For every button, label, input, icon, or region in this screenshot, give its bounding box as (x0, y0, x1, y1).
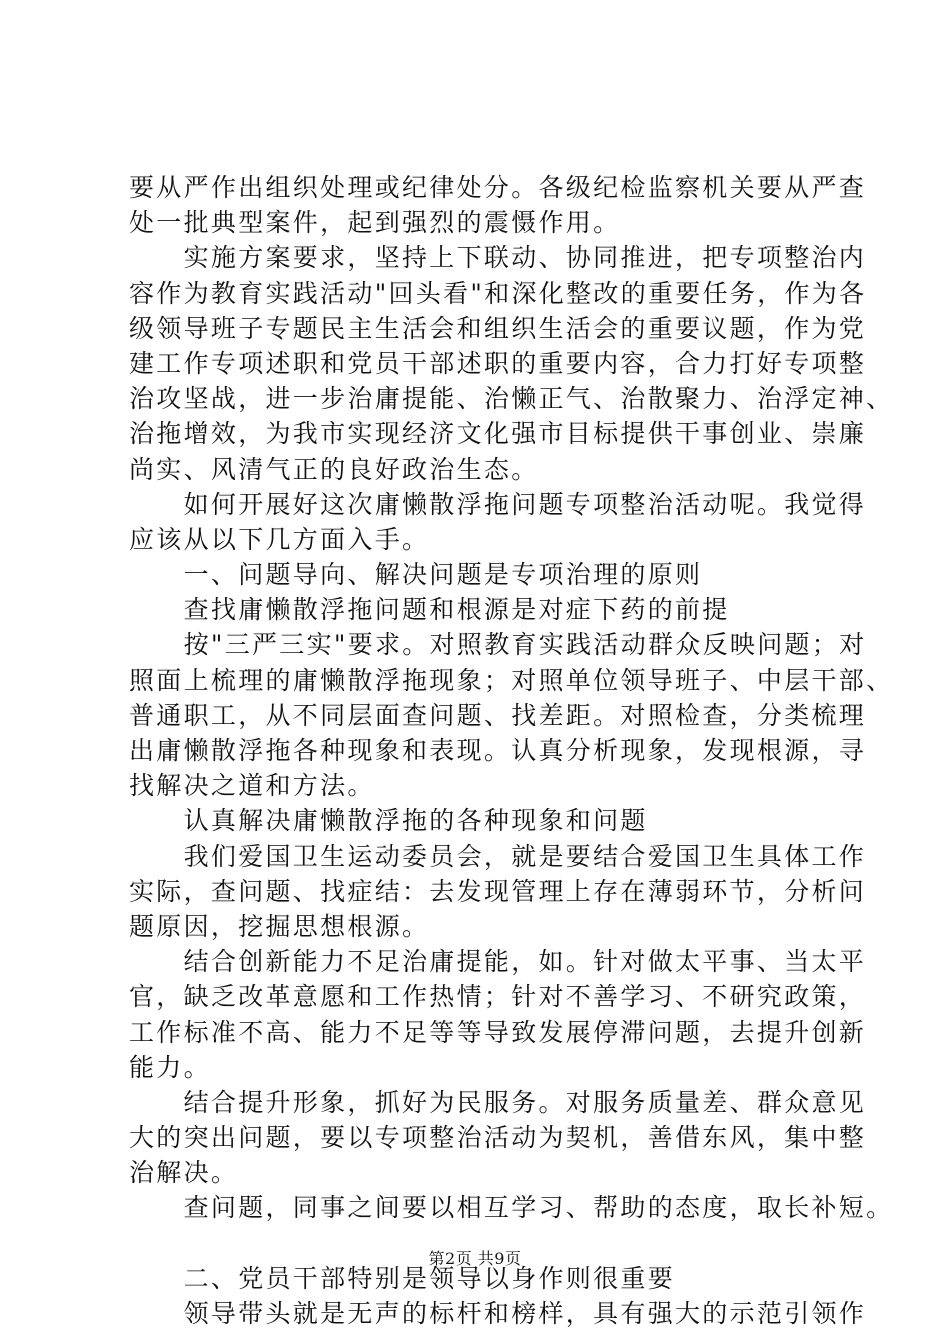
text-line: 治攻坚战，进一步治庸提能、治懒正气、治散聚力、治浮定神、 (129, 384, 894, 414)
text-line: 我们爱国卫生运动委员会，就是要结合爱国卫生具体工作 (129, 841, 867, 871)
text-line: 普通职工，从不同层面查问题、找差距。对照检查，分类梳理 (129, 700, 867, 730)
text-line: 找解决之道和方法。 (129, 771, 375, 801)
text-line: 尚实、风清气正的良好政治生态。 (129, 454, 539, 484)
text-line: 实施方案要求，坚持上下联动、协同推进，把专项整治内 (129, 243, 867, 273)
text-line: 查找庸懒散浮拖问题和根源是对症下药的前提 (129, 595, 730, 625)
text-line: 工作标准不高、能力不足等等导致发展停滞问题，去提升创新 (129, 1017, 867, 1047)
text-line: 出庸懒散浮拖各种现象和表现。认真分析现象，发现根源，寻 (129, 736, 867, 765)
text-line: 认真解决庸懒散浮拖的各种现象和问题 (129, 806, 648, 836)
text-line: 应该从以下几方面入手。 (129, 524, 430, 554)
text-line: 能力。 (129, 1052, 211, 1082)
text-line: 题原因，挖掘思想根源。 (129, 911, 430, 941)
text-line: 查问题，同事之间要以相互学习、帮助的态度，取长补短。 (129, 1193, 894, 1223)
text-line: 治拖增效，为我市实现经济文化强市目标提供干事创业、崇廉 (129, 419, 867, 449)
text-line: 照面上梳理的庸懒散浮拖现象；对照单位领导班子、中层干部、 (129, 665, 894, 695)
text-line: 结合创新能力不足治庸提能，如。针对做太平事、当太平 (129, 947, 867, 977)
document-body (129, 170, 894, 1331)
text-line: 要从严作出组织处理或纪律处分。各级纪检监察机关要从严查 (129, 173, 867, 202)
text-line: 官，缺乏改革意愿和工作热情；针对不善学习、不研究政策， (129, 982, 867, 1012)
text-line: 二、党员干部特别是领导以身作则很重要 (129, 1263, 676, 1293)
text-line: 如何开展好这次庸懒散浮拖问题专项整治活动呢。我觉得 (129, 489, 867, 519)
text-line: 结合提升形象，抓好为民服务。对服务质量差、群众意见 (129, 1087, 867, 1117)
text-line: 处一批典型案件，起到强烈的震慑作用。 (129, 208, 621, 238)
text-line: 容作为教育实践活动"回头看"和深化整改的重要任务，作为各 (129, 278, 867, 308)
text-line: 领导带头就是无声的标杆和榜样，具有强大的示范引领作 (129, 1299, 867, 1328)
text-line: 实际，查问题、找症结：去发现管理上存在薄弱环节，分析问 (129, 876, 867, 906)
page-footer: 第2页 共9页 (428, 1249, 522, 1268)
text-line: 一、问题导向、解决问题是专项治理的原则 (129, 560, 703, 590)
text-line: 大的突出问题，要以专项整治活动为契机，善借东风，集中整 (129, 1123, 867, 1153)
text-line: 治解决。 (129, 1158, 239, 1188)
text-line: 级领导班子专题民主生活会和组织生活会的重要议题，作为党 (129, 313, 867, 343)
text-line: 建工作专项述职和党员干部述职的重要内容，合力打好专项整 (129, 348, 867, 378)
text-line: 按"三严三实"要求。对照教育实践活动群众反映问题；对 (129, 630, 867, 660)
